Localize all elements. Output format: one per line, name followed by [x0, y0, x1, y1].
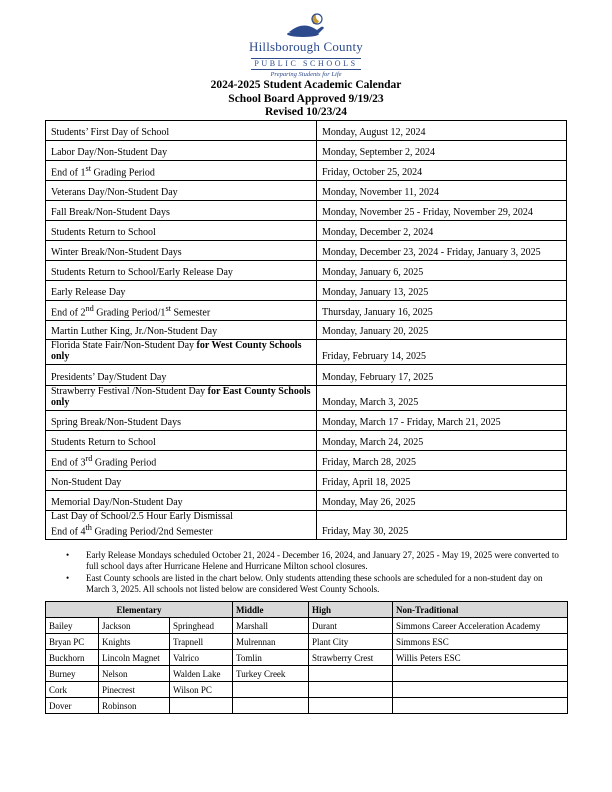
school-cell: Burney [46, 666, 99, 682]
school-row [46, 618, 568, 634]
event-text: Students Return to School [51, 437, 156, 448]
date-cell: Friday, May 30, 2025 [317, 511, 567, 540]
revised-line: Revised 10/23/24 [264, 106, 348, 118]
event-text: Presidents’ Day/Student Day [51, 372, 167, 383]
event-text: nd [85, 303, 94, 313]
school-cell [309, 682, 393, 698]
calendar-row [46, 471, 567, 491]
date-cell: Monday, December 23, 2024 - Friday, January 3, 2025 [317, 241, 567, 261]
event-text: Labor Day/Non-Student Day [51, 147, 168, 158]
event-cell [46, 141, 317, 161]
event-text: End of 4 [51, 526, 86, 538]
school-cell: Trapnell [170, 634, 233, 650]
school-cell [233, 682, 309, 698]
east-county-schools-table [45, 601, 568, 714]
date-cell: Monday, November 25 - Friday, November 29, 2024 [317, 201, 567, 221]
date-cell: Monday, March 17 - Friday, March 21, 2025 [317, 411, 567, 431]
event-text: for East County Schools only [51, 386, 311, 408]
school-cell: Plant City [309, 634, 393, 650]
lamp-of-learning-icon [283, 12, 329, 38]
event-cell [46, 281, 317, 301]
school-cell [170, 698, 233, 714]
date-cell: Friday, February 14, 2025 [317, 340, 567, 365]
calendar-row [46, 261, 567, 281]
calendar-row [46, 281, 567, 301]
school-cell: Springhead [170, 618, 233, 634]
school-cell: Turkey Creek [233, 666, 309, 682]
school-cell [393, 666, 568, 682]
school-cell [233, 698, 309, 714]
event-text: Grading Period [92, 457, 157, 468]
event-cell [46, 511, 317, 540]
date-cell: Monday, February 17, 2025 [317, 365, 567, 386]
event-text: Fall Break/Non-Student Days [51, 207, 170, 218]
event-cell [46, 241, 317, 261]
event-cell [46, 161, 317, 181]
event-cell [46, 431, 317, 451]
school-row [46, 634, 568, 650]
header-middle: Middle [233, 602, 309, 618]
header-high: High [309, 602, 393, 618]
page-title-block [0, 79, 612, 120]
calendar-row [46, 241, 567, 261]
school-cell: Dover [46, 698, 99, 714]
calendar-row [46, 451, 567, 471]
event-cell [46, 181, 317, 201]
school-cell [393, 682, 568, 698]
school-cell: Marshall [233, 618, 309, 634]
event-text: End of 2 [51, 307, 86, 318]
header-non-traditional: Non-Traditional [393, 602, 568, 618]
event-cell [46, 301, 317, 321]
school-row [46, 698, 568, 714]
school-cell: Nelson [99, 666, 170, 682]
event-text: Winter Break/Non-Student Days [51, 247, 182, 258]
school-cell: Bryan PC [46, 634, 99, 650]
approval-line: School Board Approved 9/19/23 [228, 92, 384, 105]
page-title: 2024-2025 Student Academic Calendar [210, 79, 402, 91]
logo-subtitle: PUBLIC SCHOOLS [251, 58, 360, 70]
event-text: Students Return to School/Early Release Day [51, 267, 233, 278]
school-cell: Robinson [99, 698, 170, 714]
school-cell: Jackson [99, 618, 170, 634]
event-text: End of 1 [51, 167, 86, 178]
notes-list [66, 550, 566, 596]
event-text: Semester [171, 307, 211, 318]
school-cell: Lincoln Magnet [99, 650, 170, 666]
event-text: st [85, 163, 92, 173]
calendar-row [46, 491, 567, 511]
district-logo [236, 12, 376, 78]
date-cell: Monday, November 11, 2024 [317, 181, 567, 201]
school-cell: Walden Lake [170, 666, 233, 682]
event-cell [46, 451, 317, 471]
note-item: • East County schools are listed in the chart below. Only students attending these schools are scheduled for a non-student day on March 3, 2025. All schools not listed below are considered West County Schools. [66, 573, 566, 595]
date-cell: Thursday, January 16, 2025 [317, 301, 567, 321]
event-text: Strawberry Festival /Non-Student Day [51, 386, 208, 397]
event-text: Memorial Day/Non-Student Day [51, 497, 183, 508]
event-text: Martin Luther King, Jr./Non-Student Day [51, 326, 218, 337]
event-text: for West County Schools only [51, 340, 302, 362]
event-cell [46, 365, 317, 386]
calendar-row [46, 386, 567, 411]
event-cell [46, 121, 317, 141]
school-cell: Buckhorn [46, 650, 99, 666]
event-text: Non-Student Day [51, 477, 122, 488]
school-cell: Mulrennan [233, 634, 309, 650]
calendar-row [46, 511, 567, 540]
calendar-row [46, 141, 567, 161]
date-cell: Monday, January 6, 2025 [317, 261, 567, 281]
event-text: Grading Period/1 [93, 307, 166, 318]
calendar-row [46, 301, 567, 321]
calendar-row [46, 411, 567, 431]
calendar-table [45, 120, 567, 540]
event-text: st [165, 303, 171, 313]
event-cell [46, 261, 317, 281]
date-cell: Friday, March 28, 2025 [317, 451, 567, 471]
date-cell: Monday, January 20, 2025 [317, 321, 567, 340]
school-cell [309, 698, 393, 714]
calendar-row [46, 431, 567, 451]
school-cell: Bailey [46, 618, 99, 634]
event-cell [46, 340, 317, 365]
event-text: Grading Period/2nd Semester [91, 526, 213, 538]
event-text: th [85, 523, 92, 532]
school-row [46, 650, 568, 666]
date-cell: Monday, January 13, 2025 [317, 281, 567, 301]
date-cell: Monday, March 3, 2025 [317, 386, 567, 411]
event-cell [46, 221, 317, 241]
school-cell: Tomlin [233, 650, 309, 666]
calendar-row [46, 321, 567, 340]
event-cell [46, 321, 317, 340]
event-text: Veterans Day/Non-Student Day [51, 187, 178, 198]
school-cell: Knights [99, 634, 170, 650]
school-row [46, 666, 568, 682]
note-item: • Early Release Mondays scheduled October 21, 2024 - December 16, 2024, and January 27, 2025 - May 19, 2025 were converted to full school days after Hurricane Helene and Hurricane Milton school closures. [66, 550, 566, 572]
school-cell: Strawberry Crest [309, 650, 393, 666]
event-text: Grading Period [91, 167, 155, 178]
school-cell: Wilson PC [170, 682, 233, 698]
date-cell: Friday, October 25, 2024 [317, 161, 567, 181]
calendar-row [46, 340, 567, 365]
event-text: Spring Break/Non-Student Days [51, 417, 181, 428]
date-cell: Monday, August 12, 2024 [317, 121, 567, 141]
school-cell [393, 698, 568, 714]
school-cell: Pinecrest [99, 682, 170, 698]
school-cell [309, 666, 393, 682]
school-row [46, 682, 568, 698]
date-cell: Monday, March 24, 2025 [317, 431, 567, 451]
date-cell: Friday, April 18, 2025 [317, 471, 567, 491]
school-cell: Willis Peters ESC [393, 650, 568, 666]
calendar-row [46, 201, 567, 221]
event-text: Students’ First Day of School [51, 127, 170, 138]
school-cell: Cork [46, 682, 99, 698]
event-cell [46, 201, 317, 221]
logo-name: Hillsborough County [249, 39, 363, 54]
event-cell [46, 491, 317, 511]
event-text: rd [85, 453, 93, 463]
event-text: Florida State Fair/Non-Student Day [51, 340, 197, 351]
event-text: End of 3 [51, 457, 86, 468]
event-text: Students Return to School [51, 227, 156, 238]
header-elementary: Elementary [46, 602, 233, 618]
event-text: Last Day of School/2.5 Hour Early Dismissal [51, 511, 233, 522]
event-text: Early Release Day [51, 287, 126, 298]
calendar-row [46, 221, 567, 241]
date-cell: Monday, May 26, 2025 [317, 491, 567, 511]
logo-tagline: Preparing Students for Life [270, 71, 342, 78]
school-cell: Durant [309, 618, 393, 634]
date-cell: Monday, September 2, 2024 [317, 141, 567, 161]
school-cell: Simmons ESC [393, 634, 568, 650]
calendar-row [46, 121, 567, 141]
event-cell [46, 471, 317, 491]
calendar-row [46, 181, 567, 201]
event-cell [46, 386, 317, 411]
school-cell: Valrico [170, 650, 233, 666]
calendar-row [46, 161, 567, 181]
event-cell [46, 411, 317, 431]
school-cell: Simmons Career Acceleration Academy [393, 618, 568, 634]
date-cell: Monday, December 2, 2024 [317, 221, 567, 241]
calendar-row [46, 365, 567, 386]
